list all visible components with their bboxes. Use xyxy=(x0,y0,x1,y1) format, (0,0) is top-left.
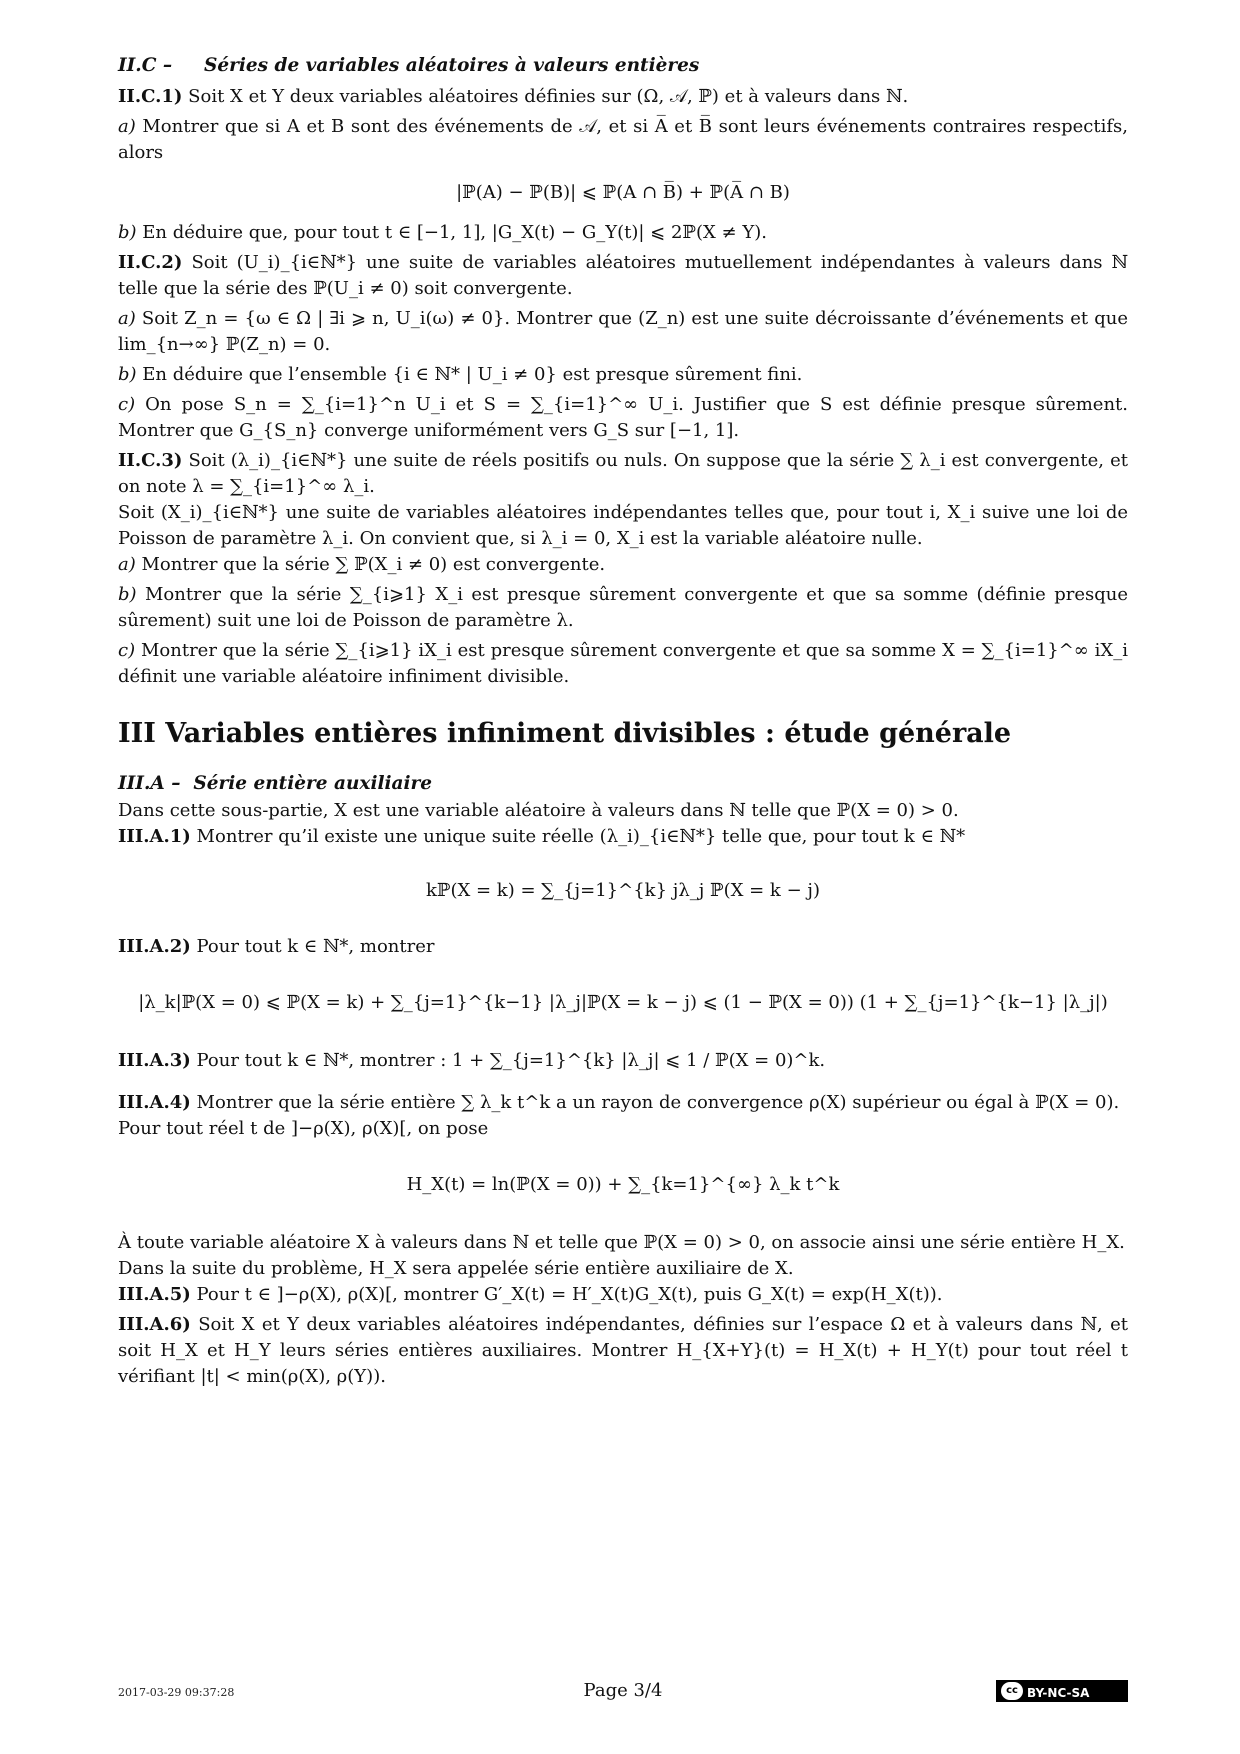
question-text: Soit X et Y deux variables aléatoires définies sur (Ω, 𝒜, ℙ) et à valeurs dans ℕ. xyxy=(188,86,909,107)
question-IIC3a xyxy=(118,552,1128,578)
question-IIC2a xyxy=(118,306,1128,358)
question-text: En déduire que l’ensemble {i ∈ ℕ* | U_i ≠ 0} est presque sûrement fini. xyxy=(142,364,803,385)
formula-IIIA2: |λ_k|ℙ(X = 0) ⩽ ℙ(X = k) + ∑_{j=1}^{k−1} |λ_j|ℙ(X = k − j) ⩽ (1 − ℙ(X = 0)) (1 + ∑_{j=1}^{k−1} |λ_j|) xyxy=(138,992,1108,1013)
paragraph-IIIA4-assoc: À toute variable aléatoire X à valeurs dans ℕ et telle que ℙ(X = 0) > 0, on associe ainsi une série entière H_X. xyxy=(118,1232,1125,1253)
paragraph-IIIA4-def: Pour tout réel t de ]−ρ(X), ρ(X)[, on pose xyxy=(118,1118,489,1139)
subquestion-label: c) xyxy=(118,394,136,415)
paragraph-IIC3-poisson: Soit (X_i)_{i∈ℕ*} une suite de variables aléatoires indépendantes telles que, pour tout i, X_i suive une loi de Poisson de paramètre λ_i. On convient que, si λ_i = 0, X_i est la variable aléatoire nulle. xyxy=(118,502,1128,549)
question-IIIA2 xyxy=(118,934,1128,960)
timestamp: 2017-03-29 09:37:28 xyxy=(118,1686,235,1699)
question-label: II.C.1) xyxy=(118,86,183,107)
subquestion-label: b) xyxy=(118,364,137,385)
question-text: On pose S_n = ∑_{i=1}^n U_i et S = ∑_{i=1}^∞ U_i. Justifier que S est définie presque sûrement. Montrer que G_{S_n} converge uniformément vers G_S sur [−1, 1]. xyxy=(118,394,1128,441)
question-text: Montrer que la série ∑_{i⩾1} X_i est presque sûrement convergente et que sa somme (définie presque sûrement) suit une loi de Poisson de paramètre λ. xyxy=(118,584,1128,631)
formula-IIIA1: kℙ(X = k) = ∑_{j=1}^{k} jλ_j ℙ(X = k − j) xyxy=(426,880,820,901)
section-title: Séries de variables aléatoires à valeurs entières xyxy=(204,55,700,76)
formula-IIIA4: H_X(t) = ln(ℙ(X = 0)) + ∑_{k=1}^{∞} λ_k t^k xyxy=(406,1174,840,1195)
section-number: III.A – xyxy=(118,773,181,794)
question-text: Soit Z_n = {ω ∈ Ω | ∃i ⩾ n, U_i(ω) ≠ 0}. Montrer que (Z_n) est une suite décroissante d’événements et que lim_{n→∞} ℙ(Z_n) = 0. xyxy=(118,308,1128,355)
page-content xyxy=(118,52,1128,1390)
question-text: Montrer que la série ∑_{i⩾1} iX_i est presque sûrement convergente et que sa somme X = ∑_{i=1}^∞ iX_i définit une variable aléatoire infiniment divisible. xyxy=(118,640,1128,687)
subquestion-label: b) xyxy=(118,222,137,243)
question-IIIA5 xyxy=(118,1282,1128,1308)
question-IIC2c xyxy=(118,392,1128,444)
formula-IIC1a: |ℙ(A) − ℙ(B)| ⩽ ℙ(A ∩ B̅) + ℙ(A̅ ∩ B) xyxy=(456,182,790,203)
question-IIC3c xyxy=(118,638,1128,690)
question-text: Montrer qu’il existe une unique suite réelle (λ_i)_{i∈ℕ*} telle que, pour tout k ∈ ℕ* xyxy=(196,826,966,847)
question-label: III.A.1) xyxy=(118,826,191,847)
question-label: II.C.2) xyxy=(118,252,183,273)
part-heading-III: III Variables entières infiniment divisibles : étude générale xyxy=(118,718,1012,749)
page-number: Page 3/4 xyxy=(583,1680,663,1701)
question-IIIA4 xyxy=(118,1090,1128,1116)
question-label: II.C.3) xyxy=(118,450,183,471)
section-title: Série entière auxiliaire xyxy=(193,773,433,794)
question-label: III.A.2) xyxy=(118,936,191,957)
subquestion-label: a) xyxy=(118,554,136,575)
question-IIC1b xyxy=(118,220,1128,246)
question-IIC2 xyxy=(118,250,1128,302)
question-text: Montrer que la série ∑ ℙ(X_i ≠ 0) est convergente. xyxy=(141,554,606,575)
question-text: Pour tout k ∈ ℕ*, montrer xyxy=(196,936,435,957)
question-label: III.A.3) xyxy=(118,1050,191,1071)
paragraph-IIIA4-name: Dans la suite du problème, H_X sera appelée série entière auxiliaire de X. xyxy=(118,1258,794,1279)
subquestion-label: a) xyxy=(118,308,136,329)
question-IIC3b xyxy=(118,582,1128,634)
question-text: Montrer que la série entière ∑ λ_k t^k a un rayon de convergence ρ(X) supérieur ou égal à ℙ(X = 0). xyxy=(196,1092,1120,1113)
question-IIIA1 xyxy=(118,824,1128,850)
subquestion-label: c) xyxy=(118,640,136,661)
question-IIIA3 xyxy=(118,1048,1128,1074)
question-IIIA6 xyxy=(118,1312,1128,1390)
question-text: Pour t ∈ ]−ρ(X), ρ(X)[, montrer G′_X(t) = H′_X(t)G_X(t), puis G_X(t) = exp(H_X(t)). xyxy=(196,1284,943,1305)
question-IIC2b xyxy=(118,362,1128,388)
question-text: Soit X et Y deux variables aléatoires indépendantes, définies sur l’espace Ω et à valeurs dans ℕ, et soit H_X et H_Y leurs séries entières auxiliaires. Montrer H_{X+Y}(t) = H_X(t) + H_Y(t) pour tout réel t vérifiant |t| < min(ρ(X), ρ(Y)). xyxy=(118,1314,1128,1387)
section-heading-IIIA xyxy=(118,770,1128,798)
subquestion-label: a) xyxy=(118,116,136,137)
question-text: Soit (U_i)_{i∈ℕ*} une suite de variables aléatoires mutuellement indépendantes à valeurs dans ℕ telle que la série des ℙ(U_i ≠ 0) soit convergente. xyxy=(118,252,1128,299)
license-badge xyxy=(996,1680,1128,1702)
question-label: III.A.5) xyxy=(118,1284,191,1305)
question-text: Pour tout k ∈ ℕ*, montrer : 1 + ∑_{j=1}^{k} |λ_j| ⩽ 1 / ℙ(X = 0)^k. xyxy=(196,1050,826,1071)
license-text: BY-NC-SA xyxy=(1027,1686,1090,1700)
section-number: II.C – xyxy=(118,55,173,76)
cc-logo-icon: cc xyxy=(1001,1682,1023,1700)
question-IIC1 xyxy=(118,84,1128,110)
question-IIC3 xyxy=(118,448,1128,500)
question-text: Soit (λ_i)_{i∈ℕ*} une suite de réels positifs ou nuls. On suppose que la série ∑ λ_i est convergente, et on note λ = ∑_{i=1}^∞ λ_i. xyxy=(118,450,1128,497)
question-text: En déduire que, pour tout t ∈ [−1, 1], |G_X(t) − G_Y(t)| ⩽ 2ℙ(X ≠ Y). xyxy=(142,222,767,243)
page-footer xyxy=(118,1680,1128,1704)
question-label: III.A.6) xyxy=(118,1314,191,1335)
paragraph-IIIA-intro: Dans cette sous-partie, X est une variable aléatoire à valeurs dans ℕ telle que ℙ(X = 0) > 0. xyxy=(118,800,959,821)
section-heading-IIC xyxy=(118,52,1128,80)
subquestion-label: b) xyxy=(118,584,137,605)
question-IIC1a xyxy=(118,114,1128,166)
question-label: III.A.4) xyxy=(118,1092,191,1113)
question-text: Montrer que si A et B sont des événements de 𝒜, et si A̅ et B̅ sont leurs événements contraires respectifs, alors xyxy=(118,116,1128,163)
